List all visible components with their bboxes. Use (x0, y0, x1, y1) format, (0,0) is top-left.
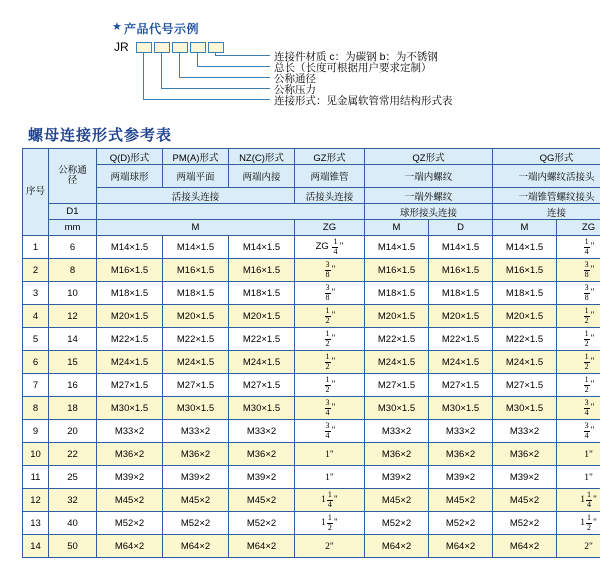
header-unit-zg: ZG (295, 220, 365, 236)
row-qz-m: M18×1.5 (365, 282, 429, 305)
row-qz-d: M22×1.5 (429, 328, 493, 351)
leader-line-h-4 (197, 66, 270, 67)
row-qz-m: M64×2 (365, 535, 429, 558)
row-qg-zg: 1" (557, 466, 600, 489)
row-pm-thread: M64×2 (163, 535, 229, 558)
row-qz-d: M30×1.5 (429, 397, 493, 420)
code-box-2 (154, 42, 170, 53)
row-qg-zg: $\frac{1}{2}$ " (557, 328, 600, 351)
table-row (23, 282, 600, 305)
row-qg-m: M24×1.5 (493, 351, 557, 374)
row-gz-thread: $\frac{1}{2}$ " (295, 374, 365, 397)
code-box-5 (208, 42, 224, 53)
diagram-title: 产品代号示例 (124, 22, 200, 36)
row-gz-thread: 1 $\frac{1}{4}$ " (295, 489, 365, 512)
row-qg-zg: $\frac{1}{2}$ " (557, 351, 600, 374)
table-header-row-2 (23, 165, 600, 188)
row-pm-thread: M24×1.5 (163, 351, 229, 374)
header-qz-desc: 一端内螺纹 (365, 165, 493, 188)
header-nz-desc: 两端内接 (229, 165, 295, 188)
row-serial: 1 (23, 236, 49, 259)
product-code-diagram (0, 0, 600, 120)
row-qz-m: M14×1.5 (365, 236, 429, 259)
row-nominal-bore: 15 (49, 351, 97, 374)
leader-line-v-4 (197, 52, 198, 66)
header-gz-union: 活接头连接 (295, 188, 365, 204)
row-serial: 9 (23, 420, 49, 443)
row-pm-thread: M16×1.5 (163, 259, 229, 282)
row-gz-thread: $\frac{1}{2}$ " (295, 328, 365, 351)
row-gz-thread: ZG $\frac{1}{4}$ " (295, 236, 365, 259)
leader-line-v-1 (143, 52, 144, 99)
row-qg-zg: 1 $\frac{1}{2}$ " (557, 512, 600, 535)
header-unit-qz-d: D (429, 220, 493, 236)
row-serial: 4 (23, 305, 49, 328)
table-header-row-5 (23, 220, 600, 236)
table-row (23, 397, 600, 420)
row-qz-m: M27×1.5 (365, 374, 429, 397)
row-nz-thread: M24×1.5 (229, 351, 295, 374)
table-header-row-3 (23, 188, 600, 204)
row-qz-d: M33×2 (429, 420, 493, 443)
table-header-row-4 (23, 204, 600, 220)
row-qd-thread: M36×2 (97, 443, 163, 466)
table-row (23, 443, 600, 466)
row-serial: 10 (23, 443, 49, 466)
row-gz-thread: $\frac{1}{2}$ " (295, 351, 365, 374)
row-gz-thread: 1" (295, 443, 365, 466)
row-qz-d: M16×1.5 (429, 259, 493, 282)
star-icon: ★ (112, 21, 122, 33)
row-qg-m: M27×1.5 (493, 374, 557, 397)
row-nominal-bore: 25 (49, 466, 97, 489)
row-qz-m: M20×1.5 (365, 305, 429, 328)
table-row (23, 466, 600, 489)
row-gz-thread: $\frac{3}{4}$ " (295, 420, 365, 443)
row-qz-d: M36×2 (429, 443, 493, 466)
row-qg-zg: 1 $\frac{1}{4}$ " (557, 489, 600, 512)
row-gz-thread: $\frac{1}{2}$ " (295, 305, 365, 328)
row-nominal-bore: 22 (49, 443, 97, 466)
legend-pressure: 公称压力 (274, 84, 316, 96)
header-qg-desc: 一端内螺纹活接头 (493, 165, 600, 188)
header-qg-taper-joint: 一端锥管螺纹接头 (493, 188, 600, 204)
row-serial: 14 (23, 535, 49, 558)
row-qd-thread: M18×1.5 (97, 282, 163, 305)
header-qz-ball-joint: 球形接头连接 (365, 204, 493, 220)
row-pm-thread: M39×2 (163, 466, 229, 489)
row-qz-d: M45×2 (429, 489, 493, 512)
row-gz-thread: 1 $\frac{1}{2}$ " (295, 512, 365, 535)
row-qg-m: M45×2 (493, 489, 557, 512)
row-qd-thread: M27×1.5 (97, 374, 163, 397)
header-pm-desc: 两端平面 (163, 165, 229, 188)
row-nominal-bore: 40 (49, 512, 97, 535)
row-qg-m: M64×2 (493, 535, 557, 558)
row-nz-thread: M20×1.5 (229, 305, 295, 328)
nut-connection-table (22, 148, 597, 558)
row-qg-m: M20×1.5 (493, 305, 557, 328)
row-nominal-bore: 10 (49, 282, 97, 305)
row-gz-thread: 1" (295, 466, 365, 489)
row-qz-m: M33×2 (365, 420, 429, 443)
header-gz-desc: 两端锥管 (295, 165, 365, 188)
table-title: 螺母连接形式参考表 (28, 127, 173, 144)
row-qd-thread: M30×1.5 (97, 397, 163, 420)
row-qz-m: M39×2 (365, 466, 429, 489)
code-box-4 (190, 42, 206, 53)
row-gz-thread: 2" (295, 535, 365, 558)
header-group-qg: QG形式 (493, 149, 600, 165)
row-nz-thread: M14×1.5 (229, 236, 295, 259)
code-box-1 (136, 42, 152, 53)
leader-line-h-5 (215, 55, 270, 56)
header-serial: 序号 (23, 149, 49, 236)
row-serial: 13 (23, 512, 49, 535)
row-qg-zg: $\frac{3}{4}$ " (557, 420, 600, 443)
row-serial: 7 (23, 374, 49, 397)
row-nz-thread: M16×1.5 (229, 259, 295, 282)
row-qg-m: M22×1.5 (493, 328, 557, 351)
table-body (23, 236, 600, 558)
row-qd-thread: M24×1.5 (97, 351, 163, 374)
table-row (23, 351, 600, 374)
row-qg-m: M30×1.5 (493, 397, 557, 420)
header-qd-desc: 两端球形 (97, 165, 163, 188)
row-nz-thread: M52×2 (229, 512, 295, 535)
leader-line-v-2 (161, 52, 162, 88)
header-unit-m: M (97, 220, 295, 236)
row-qg-m: M39×2 (493, 466, 557, 489)
header-union-connection: 活接头连接 (97, 188, 295, 204)
row-qz-m: M52×2 (365, 512, 429, 535)
row-pm-thread: M14×1.5 (163, 236, 229, 259)
row-qz-m: M36×2 (365, 443, 429, 466)
header-unit-qg-zg: ZG (557, 220, 600, 236)
row-qd-thread: M52×2 (97, 512, 163, 535)
row-qg-m: M14×1.5 (493, 236, 557, 259)
row-nz-thread: M64×2 (229, 535, 295, 558)
row-serial: 12 (23, 489, 49, 512)
reference-table (22, 148, 600, 558)
row-qg-m: M16×1.5 (493, 259, 557, 282)
row-qz-d: M52×2 (429, 512, 493, 535)
row-qg-zg: 2" (557, 535, 600, 558)
header-qg-connection: 连接 (493, 204, 600, 220)
row-pm-thread: M18×1.5 (163, 282, 229, 305)
row-nominal-bore: 50 (49, 535, 97, 558)
row-pm-thread: M22×1.5 (163, 328, 229, 351)
row-qd-thread: M64×2 (97, 535, 163, 558)
row-pm-thread: M52×2 (163, 512, 229, 535)
leader-line-h-1 (143, 99, 270, 100)
row-nominal-bore: 32 (49, 489, 97, 512)
header-d1: D1 (49, 204, 97, 220)
table-row (23, 535, 600, 558)
leader-line-v-3 (179, 52, 180, 77)
row-pm-thread: M20×1.5 (163, 305, 229, 328)
legend-length: 总长（长度可根据用户要求定制） (274, 62, 432, 74)
row-qz-d: M64×2 (429, 535, 493, 558)
row-qz-d: M39×2 (429, 466, 493, 489)
header-unit-qz-m: M (365, 220, 429, 236)
row-nominal-bore: 8 (49, 259, 97, 282)
row-serial: 5 (23, 328, 49, 351)
header-group-pm: PM(A)形式 (163, 149, 229, 165)
header-unit-mm: mm (49, 220, 97, 236)
leader-line-h-3 (179, 77, 270, 78)
leader-line-h-2 (161, 88, 270, 89)
row-qd-thread: M20×1.5 (97, 305, 163, 328)
table-row (23, 305, 600, 328)
row-qg-zg: $\frac{3}{8}$ " (557, 282, 600, 305)
row-gz-thread: $\frac{3}{4}$ " (295, 397, 365, 420)
row-qz-d: M14×1.5 (429, 236, 493, 259)
header-group-nz: NZ(C)形式 (229, 149, 295, 165)
row-qz-m: M22×1.5 (365, 328, 429, 351)
row-nominal-bore: 12 (49, 305, 97, 328)
legend-connection: 连接形式：见金属软管常用结构形式表 (274, 95, 453, 107)
row-gz-thread: $\frac{3}{8}$ " (295, 282, 365, 305)
row-qg-m: M36×2 (493, 443, 557, 466)
table-row (23, 259, 600, 282)
row-qd-thread: M14×1.5 (97, 236, 163, 259)
row-qg-m: M18×1.5 (493, 282, 557, 305)
header-group-qd: Q(D)形式 (97, 149, 163, 165)
table-row (23, 420, 600, 443)
row-pm-thread: M27×1.5 (163, 374, 229, 397)
row-nominal-bore: 16 (49, 374, 97, 397)
row-qz-m: M24×1.5 (365, 351, 429, 374)
row-nominal-bore: 20 (49, 420, 97, 443)
header-group-gz: GZ形式 (295, 149, 365, 165)
row-serial: 2 (23, 259, 49, 282)
table-row (23, 328, 600, 351)
row-qd-thread: M16×1.5 (97, 259, 163, 282)
row-qz-d: M27×1.5 (429, 374, 493, 397)
table-row (23, 489, 600, 512)
table-row (23, 236, 600, 259)
row-nz-thread: M36×2 (229, 443, 295, 466)
row-nominal-bore: 18 (49, 397, 97, 420)
row-nz-thread: M45×2 (229, 489, 295, 512)
row-serial: 3 (23, 282, 49, 305)
row-serial: 8 (23, 397, 49, 420)
row-qz-m: M45×2 (365, 489, 429, 512)
header-blank-span (97, 204, 365, 220)
code-box-3 (172, 42, 188, 53)
row-qg-zg: $\frac{1}{2}$ " (557, 374, 600, 397)
row-pm-thread: M36×2 (163, 443, 229, 466)
row-nz-thread: M27×1.5 (229, 374, 295, 397)
row-pm-thread: M45×2 (163, 489, 229, 512)
header-unit-qg-m: M (493, 220, 557, 236)
row-qd-thread: M33×2 (97, 420, 163, 443)
row-pm-thread: M33×2 (163, 420, 229, 443)
row-pm-thread: M30×1.5 (163, 397, 229, 420)
row-serial: 11 (23, 466, 49, 489)
row-qz-d: M24×1.5 (429, 351, 493, 374)
table-header-row-1 (23, 149, 600, 165)
row-nz-thread: M30×1.5 (229, 397, 295, 420)
table-row (23, 374, 600, 397)
header-nominal-bore: 公称通径 (49, 149, 97, 204)
row-qd-thread: M39×2 (97, 466, 163, 489)
legend-bore: 公称通径 (274, 73, 316, 85)
code-prefix: JR (114, 40, 129, 54)
row-nz-thread: M22×1.5 (229, 328, 295, 351)
header-group-qz: QZ形式 (365, 149, 493, 165)
row-qd-thread: M22×1.5 (97, 328, 163, 351)
row-qz-m: M30×1.5 (365, 397, 429, 420)
row-serial: 6 (23, 351, 49, 374)
legend-material: 连接件材质 c：为碳钢 b：为不锈钢 (274, 51, 438, 63)
row-qg-zg: $\frac{1}{4}$ " (557, 236, 600, 259)
row-qg-zg: 1" (557, 443, 600, 466)
row-qg-zg: $\frac{3}{4}$ " (557, 397, 600, 420)
row-qd-thread: M45×2 (97, 489, 163, 512)
row-nz-thread: M33×2 (229, 420, 295, 443)
row-nz-thread: M18×1.5 (229, 282, 295, 305)
row-gz-thread: $\frac{3}{8}$ " (295, 259, 365, 282)
row-qg-zg: $\frac{3}{8}$ " (557, 259, 600, 282)
row-qz-m: M16×1.5 (365, 259, 429, 282)
row-qg-m: M33×2 (493, 420, 557, 443)
row-qg-zg: $\frac{1}{2}$ " (557, 305, 600, 328)
row-nominal-bore: 14 (49, 328, 97, 351)
row-nominal-bore: 6 (49, 236, 97, 259)
row-qg-m: M52×2 (493, 512, 557, 535)
row-nz-thread: M39×2 (229, 466, 295, 489)
header-qz-ext-thread: 一端外螺纹 (365, 188, 493, 204)
row-qz-d: M20×1.5 (429, 305, 493, 328)
row-qz-d: M18×1.5 (429, 282, 493, 305)
table-row (23, 512, 600, 535)
